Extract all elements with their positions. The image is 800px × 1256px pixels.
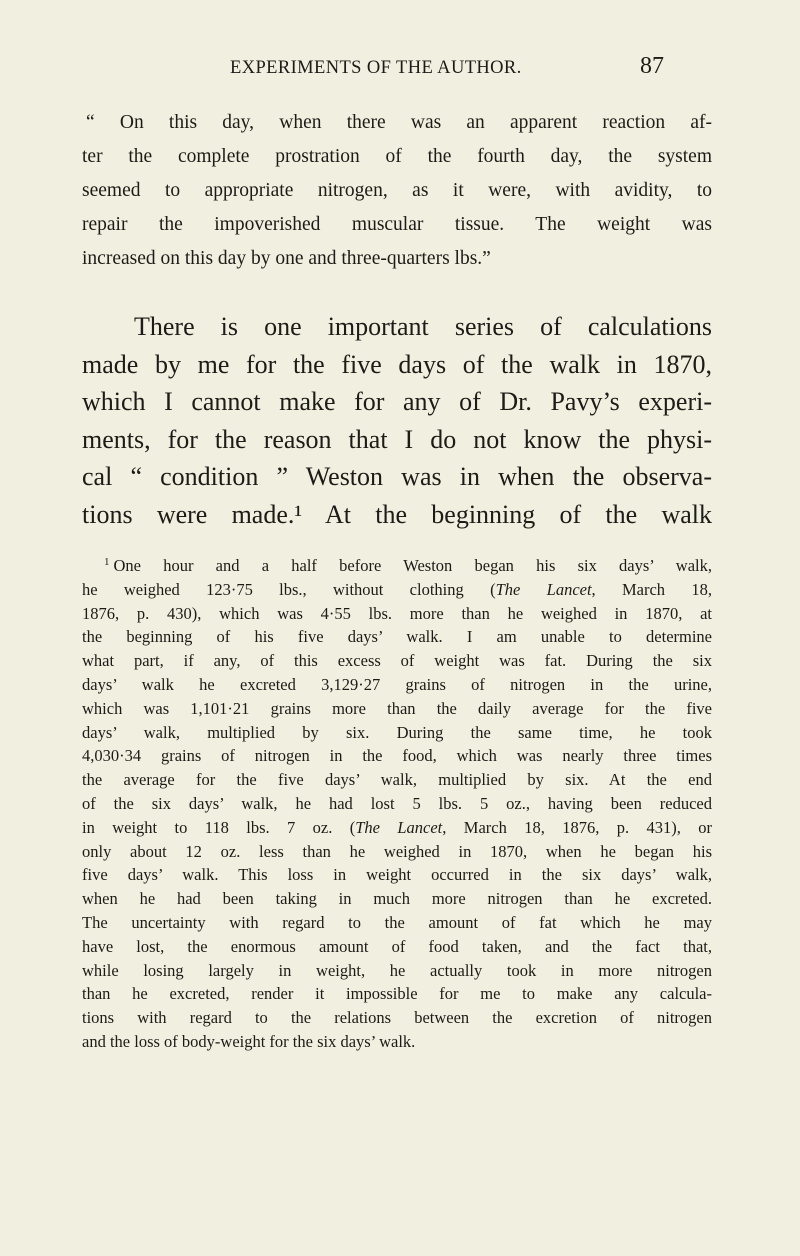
footnote-line: he weighed 123·75 lbs., without clothing (The Lancet, March 18,: [82, 579, 712, 599]
footnote-line: and the loss of body-weight for the six days’ walk.: [82, 1031, 416, 1051]
footnote-line: 1876, p. 430), which was 4·55 lbs. more than he weighed in 1870, at: [82, 603, 712, 623]
footnote-line: days’ walk he excreted 3,129·27 grains of nitrogen in the urine,: [82, 674, 712, 694]
footnote-line: 4,030·34 grains of nitrogen in the food, which was nearly three times: [82, 746, 712, 766]
footnote-line: in weight to 118 lbs. 7 oz. (The Lancet, March 18, 1876, p. 431), or: [82, 817, 712, 837]
footnote-line: days’ walk, multiplied by six. During the same time, he took: [82, 722, 712, 742]
footnote: [82, 551, 712, 1054]
quote-line: “ On this day, when there was an apparent reaction af-: [86, 112, 712, 133]
footnote-line: the average for the five days’ walk, multiplied by six. At the end: [82, 770, 712, 790]
quote-line: seemed to appropriate nitrogen, as it were, with avidity, to: [82, 180, 712, 201]
body-line: made by me for the five days of the walk in 1870,: [82, 349, 712, 379]
body-line: tions were made.¹ At the beginning of the walk: [82, 499, 712, 529]
page-number: 87: [640, 53, 664, 79]
quoted-passage: [82, 106, 712, 276]
body-line: cal “ condition ” Weston was in when the observa-: [82, 462, 712, 491]
footnote-line: five days’ walk. This loss in weight occurred in the six days’ walk,: [82, 865, 712, 885]
footnote-marker: 1: [104, 556, 110, 568]
body-line: ments, for the reason that I do not know the physi-: [82, 424, 712, 454]
footnote-line: the beginning of his five days’ walk. I am unable to determine: [82, 627, 712, 647]
body-line: which I cannot make for any of Dr. Pavy’s experi-: [82, 387, 712, 416]
quote-line: increased on this day by one and three-quarters lbs.”: [82, 248, 491, 269]
running-head: EXPERIMENTS OF THE AUTHOR.: [230, 58, 522, 78]
footnote-line: while losing largely in weight, he actually took in more nitrogen: [82, 960, 712, 980]
quote-line: ter the complete prostration of the fourth day, the system: [82, 146, 712, 167]
footnote-line: tions with regard to the relations between the excretion of nitrogen: [82, 1008, 712, 1028]
footnote-line: The uncertainty with regard to the amount of fat which he may: [82, 912, 712, 932]
body-line: There is one important series of calculations: [134, 312, 712, 341]
footnote-text: One hour and a half before Weston began his six days’ walk,: [113, 556, 712, 575]
quote-line: repair the impoverished muscular tissue. The weight was: [82, 214, 712, 235]
footnote-line: of the six days’ walk, he had lost 5 lbs. 5 oz., having been reduced: [82, 793, 712, 813]
footnote-line: have lost, the enormous amount of food taken, and the fact that,: [82, 936, 712, 956]
footnote-line: which was 1,101·21 grains more than the daily average for the five: [82, 698, 712, 718]
footnote-line: [82, 551, 712, 578]
footnote-line: what part, if any, of this excess of weight was fat. During the six: [82, 651, 712, 671]
footnote-line: than he excreted, render it impossible for me to make any calcula-: [82, 984, 712, 1004]
footnote-line: when he had been taking in much more nitrogen than he excreted.: [82, 889, 712, 909]
body-paragraph: [82, 308, 712, 533]
footnote-line: only about 12 oz. less than he weighed in 1870, when he began his: [82, 841, 712, 861]
